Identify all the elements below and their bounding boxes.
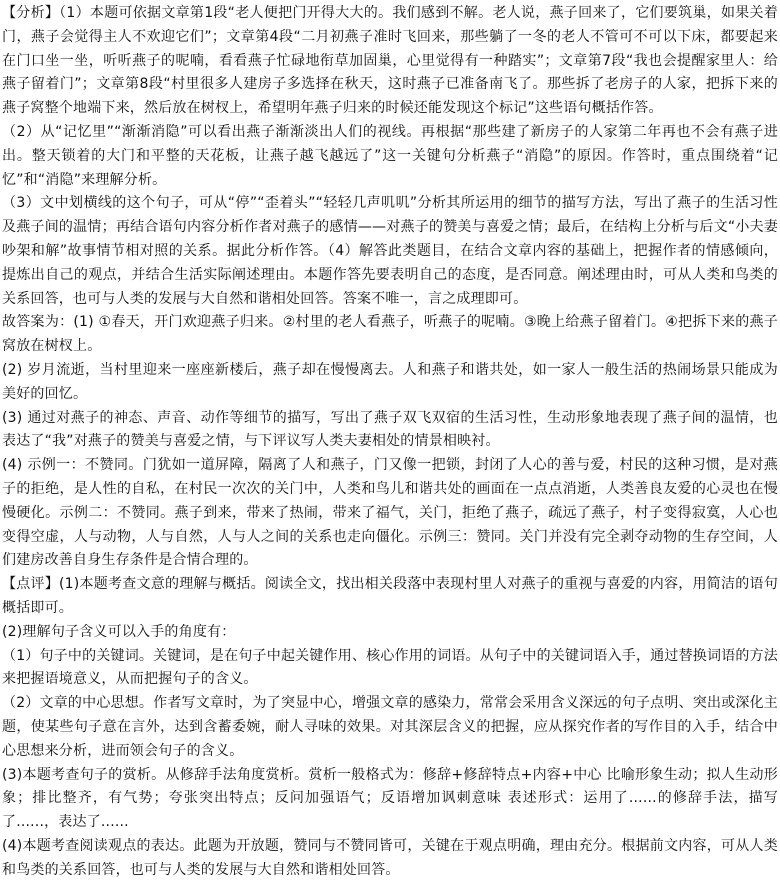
- comment-paragraph-2-intro: (2)理解句子含义可以入手的角度有：: [2, 623, 236, 640]
- answer-paragraph-2: (2) 岁月流逝，当村里迎来一座座新楼后，燕子却在慢慢离去。人和燕子和谐共处，如一家人一般生活的热闹场景只能成为美好的回忆。: [2, 361, 778, 402]
- answer-paragraph-4: (4) 示例一：不赞同。门犹如一道屏障，隔离了人和燕子，门又像一把锁，封闭了人心的善与爱，村民的这种习惯，是对燕子的拒绝，是人性的自私，在村民一次次的关门中，人类和鸟儿和谐共处的画面在一点点消逝，人类善良友爱的心灵也在慢慢硬化。示例二：不赞同。燕子到来，带来了热闹，带来了福气，关门，拒绝了燕子，疏远了燕子，村子变得寂寞，人心也变得空虚，人与动物，人与自然，人与人之间的关系也走向僵化。示例三：赞同。关门并没有完全剥夺动物的生存空间，人们建房改善自身生存条件是合情合理的。: [2, 457, 778, 569]
- answer-paragraph-3: (3) 通过对燕子的神态、声音、动作等细节的描写，写出了燕子双飞双宿的生活习性，生动形象地表现了燕子间的温情，也表达了“我”对燕子的赞美与喜爱之情，与下评议写人类夫妻相处的情景相映衬。: [2, 409, 778, 450]
- comment-paragraph-3: (3)本题考查句子的赏析。从修辞手法角度赏析。赏析一般格式为：修辞+修辞特点+内容+中心 比喻形象生动；拟人生动形象；排比整齐，有气势；夸张突出特点；反问加强语气；反语增加讽刺意味 表述形式：运用了......的修辞手法，描写了......，表达了......: [2, 766, 778, 831]
- analysis-paragraph-2: （2）从“记忆里”“渐渐消隐”可以看出燕子渐渐淡出人们的视线。再根据“那些建了新房子的人家第二年再也不会有燕子进出。整天锁着的大门和平整的天花板，让燕子越飞越远了”这一关键句分析燕子“消隐”的原因。作答时，重点围绕着“记忆”和“消隐”来理解分析。: [2, 123, 778, 188]
- answer-paragraph-1: 故答案为：(1) ①春天，开门欢迎燕子归来。②村里的老人看燕子，听燕子的呢喃。③晚上给燕子留着门。④把拆下来的燕子窝放在树杈上。: [2, 314, 778, 355]
- comment-paragraph-4: (4)本题考查阅读观点的表达。此题为开放题，赞同与不赞同皆可，关键在于观点明确，理由充分。根据前文内容，可从人类和鸟类的关系回答，也可与人类的发展与大自然和谐相处回答。: [2, 837, 778, 878]
- comment-paragraph-1: 【点评】(1)本题考查文意的理解与概括。阅读全文，找出相关段落中表现村里人对燕子的重视与喜爱的内容，用简洁的语句概括即可。: [2, 576, 778, 616]
- analysis-paragraph-1: 【分析】（1）本题可依据文章第1段“老人便把门开得大大的。我们感到不解。老人说，燕子回来了，它们要筑巢，如果关着门，燕子会觉得主人不欢迎它们”；文章第4段“二月初燕子准时飞回来，那些躺了一冬的老人不管可不可以下床，都要起来在门口坐一坐，听听燕子的呢喃，看看燕子忙碌地衔草加固巢，心里觉得有一种踏实”；文章第7段“我也会提醒家里人：给燕子留着门”；文章第8段“村里很多人建房子多选择在秋天，这时燕子已准备南飞了。那些拆了老房子的人家，把拆下来的燕子窝整个地端下来，然后放在树杈上，希望明年燕子归来的时候还能发现这个标记”这些语句概括作答。: [2, 5, 778, 117]
- comment-central-idea-point: （2）文章的中心思想。作者写文章时，为了突显中心，增强文章的感染力，常常会采用含义深远的句子点明、突出或深化主题，使某些句子意在言外，达到含蓄委婉，耐人寻味的效果。对其深层含义的把握，应从探究作者的写作目的入手，结合中心思想来分析，进而领会句子的含义。: [2, 695, 778, 759]
- answer-document: [2, 2, 778, 882]
- comment-keyword-point: （1）句子中的关键词。关键词，是在句子中起关键作用、核心作用的词语。从句子中的关键词语入手，通过替换词语的方法来把握语境意义，从而把握句子的含义。: [2, 647, 778, 688]
- analysis-paragraph-3-4: （3）文中划横线的这个句子，可从“停”“歪着头”“轻轻几声叽叽”分析其所运用的细节的描写方法，写出了燕子的生活习性及燕子间的温情；再结合语句内容分析作者对燕子的感情——对燕子的赞美与喜爱之情；最后，在结构上分析与后文“小夫妻吵架和解”故事情节相对照的关系。据此分析作答。（4）解答此类题目，在结合文章内容的基础上，把握作者的情感倾向，提炼出自己的观点，并结合生活实际阐述理由。本题作答先要表明自己的态度，是否同意。阐述理由时，可从人类和鸟类的关系回答，也可与人类的发展与大自然和谐相处回答。答案不唯一，言之成理即可。: [2, 195, 778, 307]
